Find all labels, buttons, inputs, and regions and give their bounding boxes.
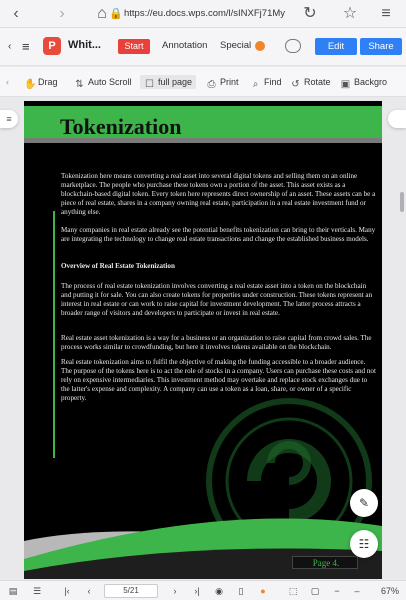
auto-scroll-tool[interactable]: ⇅ Auto Scroll <box>75 77 132 90</box>
separator-icon: – <box>354 586 360 596</box>
browser-bar <box>0 0 406 28</box>
drag-tool[interactable]: ✋ Drag <box>24 77 58 90</box>
page-number-box <box>292 556 358 569</box>
next-page-icon[interactable]: › <box>173 586 177 596</box>
home-icon[interactable]: ⌂ <box>97 5 107 22</box>
prev-page-icon[interactable]: ‹ <box>87 586 91 596</box>
toolbar <box>0 67 406 97</box>
forward-icon[interactable]: › <box>59 5 65 22</box>
comment-button[interactable] <box>350 489 378 517</box>
page-number: Page 4. <box>312 558 340 568</box>
zoom-level[interactable]: 67% <box>380 586 399 596</box>
zoom-out-icon[interactable]: − <box>334 586 340 596</box>
rotate-tool[interactable]: ↺ Rotate <box>291 77 331 90</box>
printer-icon: ⎙ <box>207 79 216 90</box>
toolbar-prev-icon[interactable]: ‹ <box>6 77 9 87</box>
eye-icon[interactable]: ◉ <box>215 586 223 596</box>
section-title: Overview of Real Estate Tokenization <box>61 262 175 270</box>
page-heading: Tokenization <box>60 114 182 139</box>
last-page-icon[interactable]: ›| <box>194 586 200 596</box>
play-icon[interactable]: ● <box>260 586 266 596</box>
hamburger-icon[interactable]: ≡ <box>22 39 30 54</box>
start-tab[interactable]: Start <box>118 39 150 54</box>
special-tab[interactable]: Special <box>220 40 252 51</box>
document-page <box>24 101 382 579</box>
fit-page-icon[interactable]: ▢ <box>310 586 320 596</box>
menu-icon[interactable]: ≡ <box>381 5 391 22</box>
page-indicator[interactable]: 5/21 <box>104 584 158 598</box>
app-header <box>0 28 406 66</box>
bottom-bar <box>0 580 406 600</box>
annotation-tab[interactable]: Annotation <box>162 40 208 51</box>
back-icon[interactable]: ‹ <box>13 5 19 22</box>
timer-icon[interactable] <box>285 39 301 53</box>
thumbnails-icon[interactable]: ▤ <box>8 586 18 596</box>
fit-width-icon[interactable]: ⬚ <box>288 586 298 596</box>
paragraph-5: Real estate tokenization aims to fulfil the objective of making the funding accessible to a broader audience. The purpose of the tokens here is to act the role of stocks in a company. Users can purchase these costs and not rely on expensive intermediaries. This investment method may overtake and replace stock exchanges due to the latter's expense and complexity. A company can use a token as a loan, share, or owner of a specific property. <box>61 358 376 402</box>
background-tool[interactable]: ▣ Backgro <box>340 77 388 90</box>
document-title: Whit... <box>68 39 101 51</box>
star-icon[interactable]: ☆ <box>342 5 358 22</box>
lock-icon: 🔒 <box>109 8 123 20</box>
outline-toggle[interactable] <box>0 110 18 128</box>
chevron-left-icon[interactable]: ‹ <box>8 41 12 52</box>
paragraph-3: The process of real estate tokenization involves converting a real estate asset into a token on the blockchain and putting it for sale. You can also create tokens for properties under construction. These tokens represent an interest in real estate or can work to raise capital for investment development. The latter process attracts a broader range of visitors and developers to participate or invest in real estate. <box>61 282 373 317</box>
background-icon: ▣ <box>340 79 351 90</box>
auto-scroll-icon: ⇅ <box>75 79 84 90</box>
full-page-tool[interactable]: ☐ full page <box>140 75 196 89</box>
app-logo-icon: P <box>43 37 61 55</box>
translate-icon: ☷ <box>358 537 370 551</box>
play-icon[interactable] <box>255 41 265 51</box>
outline-icon[interactable]: ☰ <box>32 586 42 596</box>
paragraph-1: Tokenization here means converting a real asset into several digital tokens and selling them on an online marketplace. The people who purchase these tokens own a portion of the asset. This asset exists as a blockchain-based digital token. Every token here represents direct ownership of an asset. These assets can be a piece of real estate, shares in a company owning real estate, participation in a real estate investment fund or anything else. <box>61 172 376 216</box>
reload-icon[interactable]: ↻ <box>303 5 317 22</box>
paragraph-2: Many companies in real estate already see the potential benefits tokenization can bring to their verticals. Many are integrating the technology to change real estate transactions and change the established business models. <box>61 226 376 243</box>
search-icon: ⌕ <box>252 79 259 90</box>
accent-line <box>53 211 55 458</box>
full-page-icon: ☐ <box>145 79 154 90</box>
paragraph-4: Real estate asset tokenization is a way for a business or an organization to raise capital from crowd sales. The process works similar to crowdfunding, but here it involves tokens available on the blockchain. <box>61 334 372 351</box>
translate-button[interactable] <box>350 530 378 558</box>
rotate-icon: ↺ <box>291 79 300 90</box>
comment-icon: ✎ <box>358 496 370 510</box>
right-panel-toggle[interactable] <box>388 110 406 128</box>
share-button[interactable]: Share <box>360 38 402 55</box>
first-page-icon[interactable]: |‹ <box>64 586 70 596</box>
hand-icon: ✋ <box>24 79 37 90</box>
scrollbar-thumb[interactable] <box>400 192 404 212</box>
url-bar[interactable]: https://eu.docs.wps.com/l/sINXFj71My <box>124 8 286 19</box>
list-icon: ≡ <box>6 114 12 124</box>
find-tool[interactable]: ⌕ Find <box>250 75 282 89</box>
print-tool[interactable]: ⎙ Print <box>207 77 239 90</box>
single-page-icon[interactable]: ▯ <box>238 586 244 596</box>
edit-button[interactable]: Edit <box>315 38 357 55</box>
